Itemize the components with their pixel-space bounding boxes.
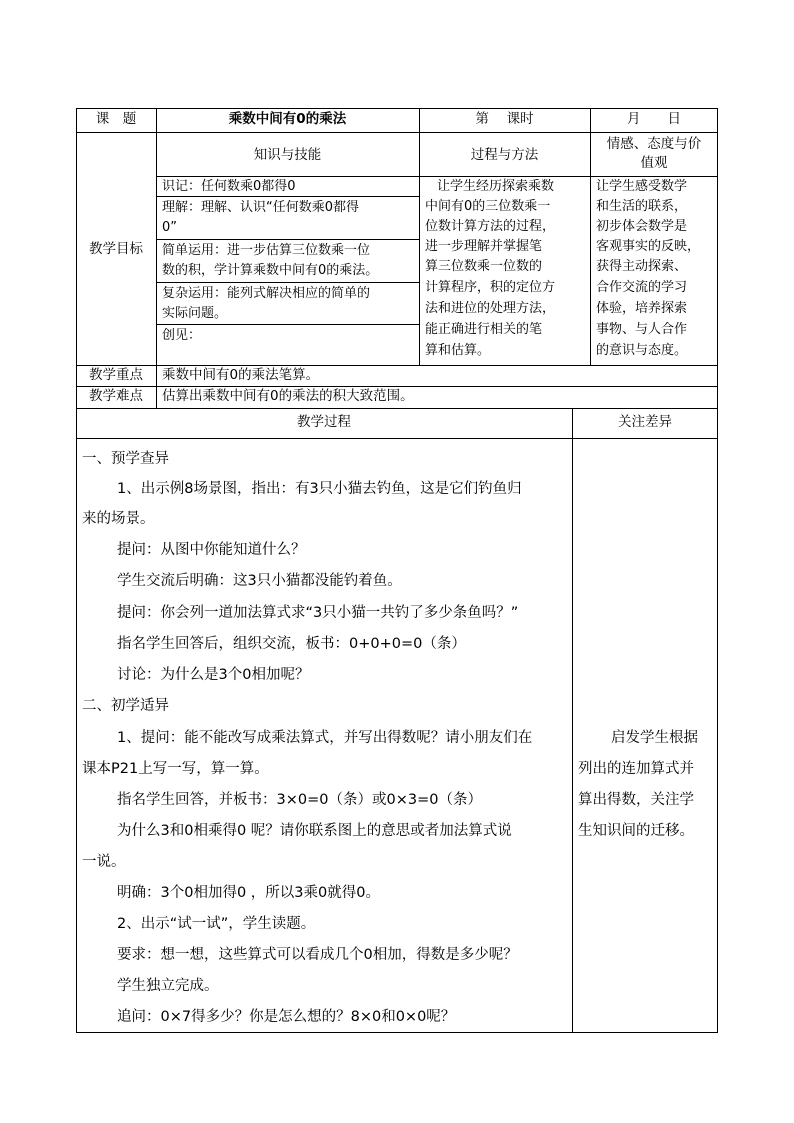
process-objective-line: 算和估算。 (425, 343, 491, 358)
table-line (76, 438, 718, 439)
knowledge-line: 0” (162, 220, 178, 235)
table-line (76, 108, 718, 109)
process-line: 1、出示例8场景图，指出：有3只小猫去钓鱼，这是它们钓鱼归 (117, 481, 522, 497)
table-line (717, 108, 718, 1033)
process-line: 指名学生回答后，组织交流，板书：0+0+0=0（条） (117, 636, 466, 652)
process-column-header: 过程与方法 (470, 147, 539, 163)
knowledge-line: 数的积，学计算乘数中间有0的乘法。 (162, 263, 379, 278)
note-line: 生知识间的迁移。 (578, 823, 694, 839)
difficulty-label: 教学难点 (89, 388, 143, 404)
process-line: 一、预学查异 (82, 451, 169, 467)
process-line: 要求：想一想，这些算式可以看成几个0相加，得数是多少呢？ (117, 947, 518, 963)
knowledge-line: 实际问题。 (162, 306, 228, 321)
emotion-objective-line: 获得主动探索、 (596, 259, 688, 274)
lesson-period-label: 第 课时 (475, 111, 534, 127)
knowledge-line: 理解：理解、认识“任何数乘0都得 (162, 200, 360, 215)
note-line: 列出的连加算式并 (578, 761, 694, 777)
knowledge-column-header: 知识与技能 (253, 147, 322, 163)
difficulty-text: 估算出乘数中间有0的乘法的积大致范围。 (162, 388, 414, 404)
process-line: 为什么3和0相乘得0 呢？请你联系图上的意思或者加法算式说 (117, 823, 512, 839)
process-line: 学生交流后明确：这3只小猫都没能钓着鱼。 (117, 573, 402, 589)
process-line: 来的场景。 (82, 511, 155, 527)
process-line: 讨论：为什么是3个0相加呢？ (117, 667, 310, 683)
emotion-column-header: 情感、态度与价 (606, 136, 702, 152)
table-line (156, 196, 419, 197)
table-line (76, 132, 718, 133)
emotion-objective-line: 的意识与态度。 (596, 343, 688, 358)
table-line (76, 1032, 718, 1033)
process-line: 提问：你会列一道加法算式求“3只小猫一共钓了多少条鱼吗？” (117, 605, 519, 621)
process-line: 1、提问：能不能改写成乘法算式，并写出得数呢？请小朋友们在 (117, 730, 533, 746)
emotion-objective-line: 合作交流的学习 (596, 280, 688, 295)
key-point-label: 教学重点 (89, 367, 143, 383)
date-label: 月 日 (627, 111, 681, 127)
process-line: 提问：从图中你能知道什么？ (117, 542, 306, 558)
process-objective-line: 法和进位的处理方法， (425, 301, 556, 316)
process-line: 明确：3个0相加得0 ，所以3乘0就得0。 (117, 885, 380, 901)
table-line (156, 282, 419, 283)
emotion-objective-line: 和生活的联系， (596, 199, 688, 214)
table-line (156, 176, 718, 177)
emotion-objective-line: 初步体会数学是 (596, 219, 688, 234)
process-line: 二、初学适异 (82, 698, 169, 714)
process-objective-line: 中间有0的三位数乘一 (425, 199, 551, 214)
key-point-text: 乘数中间有0的乘法笔算。 (162, 367, 320, 383)
process-objective-line: 位数计算方法的过程， (425, 219, 556, 234)
knowledge-line: 复杂运用：能列式解决相应的简单的 (162, 286, 371, 301)
process-objective-line: 算三位数乘一位数的 (425, 259, 543, 274)
knowledge-line: 创见： (162, 328, 202, 343)
attention-differences-header: 关注差异 (618, 414, 672, 430)
emotion-objective-line: 客观事实的反映， (596, 239, 701, 254)
process-line: 2、出示“试一试”，学生读题。 (117, 916, 316, 932)
table-line (156, 324, 419, 325)
process-objective-line: 让学生经历探索乘数 (437, 179, 555, 194)
note-line: 算出得数，关注学 (578, 792, 694, 808)
objectives-label: 教学目标 (89, 241, 143, 257)
table-line (76, 408, 718, 409)
process-objective-line: 计算程序，积的定位方 (425, 280, 556, 295)
knowledge-line: 识记：任何数乘0都得0 (162, 179, 296, 194)
process-line: 课本P21上写一写，算一算。 (82, 761, 269, 777)
emotion-objective-line: 让学生感受数学 (596, 179, 688, 194)
process-objective-line: 进一步理解并掌握笔 (425, 239, 543, 254)
emotion-objective-line: 事物、与人合作 (596, 322, 688, 337)
subject-label: 课 题 (95, 111, 137, 127)
note-line: 启发学生根据 (611, 730, 698, 746)
emotion-column-header-line2: 值观 (640, 155, 668, 171)
process-line: 学生独立完成。 (117, 978, 219, 994)
process-objective-line: 能正确进行相关的笔 (425, 322, 543, 337)
process-line: 追问：0×7得多少？你是怎么想的？8×0和0×0呢？ (117, 1009, 456, 1025)
process-line: 一说。 (82, 854, 126, 870)
table-line (156, 239, 419, 240)
process-line: 指名学生回答，并板书：3×0=0（条）或0×3=0（条） (117, 792, 482, 808)
lesson-title: 乘数中间有0的乘法 (228, 111, 347, 127)
table-line (572, 408, 573, 1033)
teaching-process-header: 教学过程 (297, 414, 351, 430)
emotion-objective-line: 体验，培养探索 (596, 301, 688, 316)
knowledge-line: 简单运用：进一步估算三位数乘一位 (162, 243, 371, 258)
